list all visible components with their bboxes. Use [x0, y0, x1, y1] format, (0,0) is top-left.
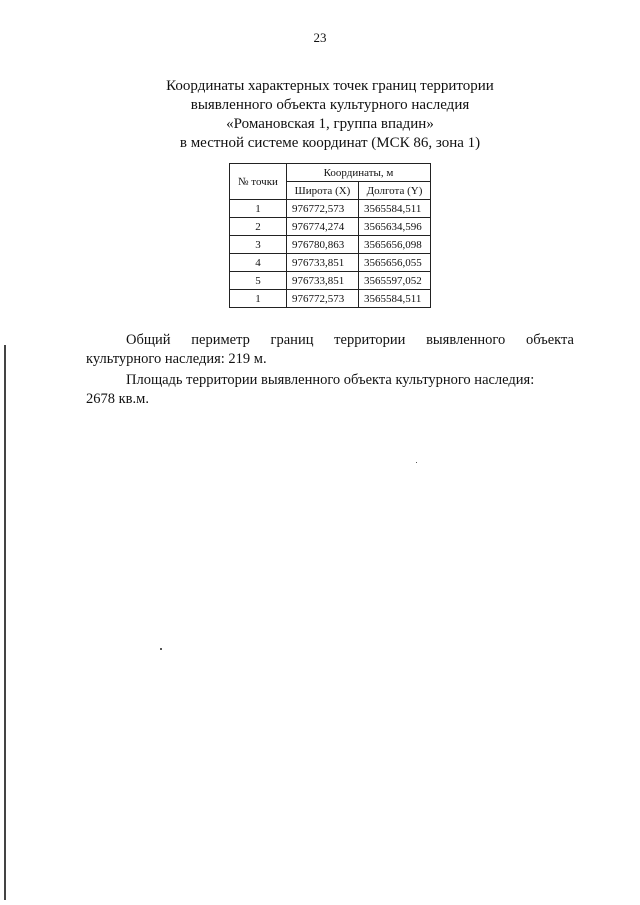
- header-coordinates: Координаты, м: [287, 164, 431, 182]
- title-line: «Романовская 1, группа впадин»: [226, 116, 434, 132]
- table-header-row: [230, 164, 431, 182]
- cell-point-number: 3: [230, 236, 287, 254]
- perimeter-word: периметр: [191, 332, 250, 348]
- perimeter-line-2: культурного наследия: 219 м.: [86, 351, 267, 367]
- cell-point-number: 1: [230, 290, 287, 308]
- cell-point-number: 4: [230, 254, 287, 272]
- page-number: 23: [313, 30, 327, 45]
- cell-latitude-x: 976733,851: [287, 254, 359, 272]
- document-title: [0, 77, 640, 153]
- area-line-2: 2678 кв.м.: [86, 391, 149, 407]
- cell-longitude-y: 3565584,511: [359, 200, 431, 218]
- perimeter-word: объекта: [525, 332, 574, 348]
- header-point-number: № точки: [230, 164, 287, 200]
- table-row: [230, 200, 431, 218]
- cell-latitude-x: 976780,863: [287, 236, 359, 254]
- cell-longitude-y: 3565656,055: [359, 254, 431, 272]
- scan-margin-line: [4, 345, 6, 900]
- table-row: [230, 272, 431, 290]
- perimeter-word: Общий: [126, 332, 171, 348]
- cell-point-number: 1: [230, 200, 287, 218]
- title-line: Координаты характерных точек границ территории: [166, 78, 494, 94]
- area-line-1: Площадь территории выявленного объекта культурного наследия:: [126, 372, 535, 388]
- table-row: [230, 290, 431, 308]
- perimeter-word: границ: [270, 332, 314, 348]
- cell-latitude-x: 976733,851: [287, 272, 359, 290]
- table-row: [230, 218, 431, 236]
- title-line: выявленного объекта культурного наследия: [190, 97, 470, 113]
- perimeter-paragraph: [86, 331, 574, 369]
- title-line: в местной системе координат (МСК 86, зона 1): [179, 135, 481, 151]
- coordinates-table: [229, 163, 431, 308]
- cell-latitude-x: 976774,274: [287, 218, 359, 236]
- header-latitude-x: Широта (X): [287, 182, 359, 200]
- table-row: [230, 236, 431, 254]
- header-longitude-y: Долгота (Y): [359, 182, 431, 200]
- table-row: [230, 254, 431, 272]
- cell-latitude-x: 976772,573: [287, 200, 359, 218]
- cell-point-number: 2: [230, 218, 287, 236]
- cell-longitude-y: 3565597,052: [359, 272, 431, 290]
- perimeter-word: выявленного: [426, 332, 506, 348]
- scan-speck: [416, 462, 417, 463]
- perimeter-line-1: [86, 331, 574, 350]
- cell-point-number: 5: [230, 272, 287, 290]
- perimeter-word: территории: [334, 332, 406, 348]
- cell-longitude-y: 3565584,511: [359, 290, 431, 308]
- cell-latitude-x: 976772,573: [287, 290, 359, 308]
- cell-longitude-y: 3565634,596: [359, 218, 431, 236]
- area-paragraph: [86, 371, 574, 409]
- cell-longitude-y: 3565656,098: [359, 236, 431, 254]
- scan-speck: [160, 648, 162, 650]
